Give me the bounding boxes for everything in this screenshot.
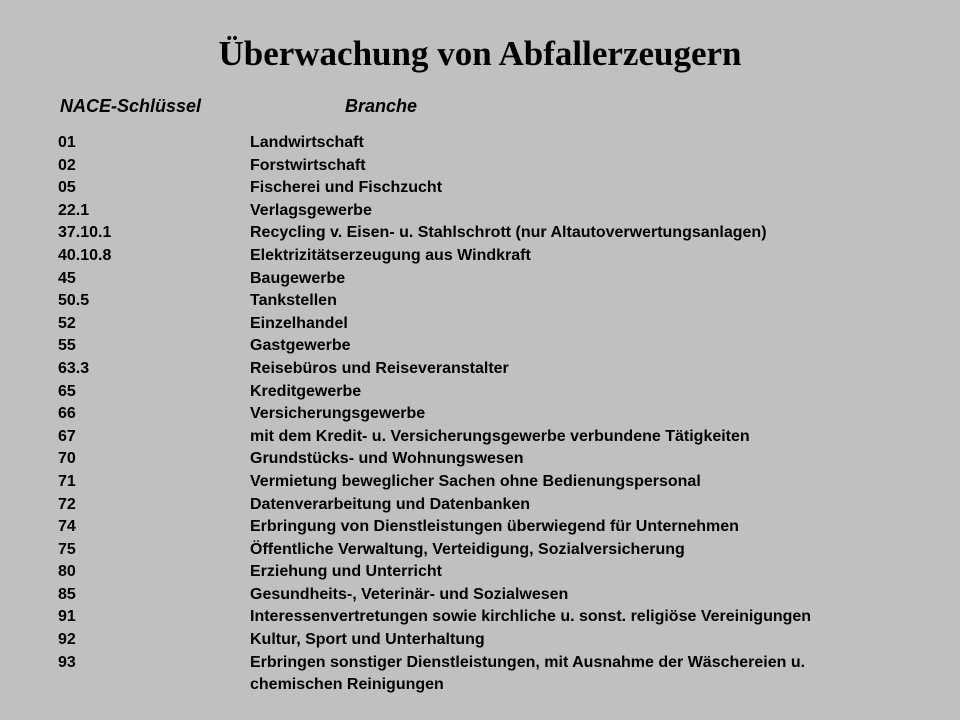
- nace-code: 71: [58, 472, 76, 490]
- branch-name: Einzelhandel: [250, 314, 348, 332]
- branch-name: Forstwirtschaft: [250, 156, 366, 174]
- table-row: [58, 606, 938, 629]
- nace-code: 66: [58, 405, 76, 423]
- branch-name: Baugewerbe: [250, 269, 346, 287]
- branch-name: Reisebüros und Reiseveranstalter: [250, 359, 509, 377]
- branch-name: Tankstellen: [250, 292, 337, 310]
- table-row: [58, 629, 938, 652]
- table-row: [58, 177, 938, 200]
- nace-code: 22.1: [58, 201, 90, 219]
- nace-code: 70: [58, 450, 76, 468]
- nace-code: 80: [58, 563, 76, 581]
- header-branch: Branche: [345, 96, 418, 116]
- table-header: [60, 94, 920, 118]
- table-row: [58, 155, 938, 178]
- table-row: [58, 245, 938, 268]
- branch-name: Grundstücks- und Wohnungswesen: [250, 450, 524, 468]
- table-row: [58, 200, 938, 223]
- table-row: [58, 290, 938, 313]
- nace-code: 02: [58, 156, 76, 174]
- table-row: [58, 652, 938, 697]
- nace-code: 05: [58, 179, 76, 197]
- page-title: Überwachung von Abfallerzeugern: [218, 34, 742, 73]
- branch-name: mit dem Kredit- u. Versicherungsgewerbe verbundene Tätigkeiten: [250, 427, 750, 445]
- branch-name: Verlagsgewerbe: [250, 201, 372, 219]
- nace-code: 93: [58, 653, 76, 671]
- table-row: [58, 584, 938, 607]
- nace-code: 92: [58, 631, 76, 649]
- table-row: [58, 494, 938, 517]
- table-row: [58, 132, 938, 155]
- nace-code: 74: [58, 518, 76, 536]
- branch-name: Elektrizitätserzeugung aus Windkraft: [250, 246, 531, 264]
- nace-code: 85: [58, 585, 76, 603]
- branch-name: Kreditgewerbe: [250, 382, 362, 400]
- table-row: [58, 426, 938, 449]
- table-row: [58, 313, 938, 336]
- nace-code: 72: [58, 495, 76, 513]
- nace-code: 37.10.1: [58, 224, 112, 242]
- branch-name: Datenverarbeitung und Datenbanken: [250, 495, 531, 513]
- nace-code: 50.5: [58, 292, 90, 310]
- branch-name: Gesundheits-, Veterinär- und Sozialwesen: [250, 585, 569, 603]
- table-row: [58, 471, 938, 494]
- branch-name: Recycling v. Eisen- u. Stahlschrott (nur Altautoverwertungsanlagen): [250, 224, 767, 242]
- nace-code: 40.10.8: [58, 246, 112, 264]
- nace-code: 01: [58, 134, 76, 151]
- nace-table: [58, 132, 938, 697]
- branch-name: Gastgewerbe: [250, 337, 351, 355]
- nace-code: 75: [58, 540, 76, 558]
- branch-name: Kultur, Sport und Unterhaltung: [250, 631, 485, 649]
- branch-name: Interessenvertretungen sowie kirchliche u. sonst. religiöse Vereinigungen: [250, 608, 812, 626]
- table-row: [58, 516, 938, 539]
- table-row: [58, 403, 938, 426]
- table-row: [58, 335, 938, 358]
- branch-name: Vermietung beweglicher Sachen ohne Bedienungspersonal: [250, 472, 701, 490]
- nace-code: 55: [58, 337, 76, 355]
- header-nace-code: NACE-Schlüssel: [60, 96, 202, 116]
- table-row: [58, 561, 938, 584]
- branch-name: Versicherungsgewerbe: [250, 405, 426, 423]
- nace-code: 63.3: [58, 359, 90, 377]
- table-row: [58, 539, 938, 562]
- table-row: [58, 222, 938, 245]
- nace-code: 67: [58, 427, 76, 445]
- table-row: [58, 381, 938, 404]
- table-row: [58, 358, 938, 381]
- nace-code: 91: [58, 608, 76, 626]
- nace-code: 45: [58, 269, 76, 287]
- branch-name: Fischerei und Fischzucht: [250, 179, 443, 197]
- branch-name: Erziehung und Unterricht: [250, 563, 442, 581]
- table-row: [58, 448, 938, 471]
- branch-name: Öffentliche Verwaltung, Verteidigung, Sozialversicherung: [250, 540, 685, 558]
- nace-code: 52: [58, 314, 76, 332]
- nace-code: 65: [58, 382, 76, 400]
- branch-name: Landwirtschaft: [250, 134, 364, 151]
- table-row: [58, 268, 938, 291]
- branch-name: Erbringen sonstiger Dienstleistungen, mit Ausnahme der Wäschereien u. chemischen Reinigungen: [250, 653, 806, 694]
- branch-name: Erbringung von Dienstleistungen überwiegend für Unternehmen: [250, 518, 739, 536]
